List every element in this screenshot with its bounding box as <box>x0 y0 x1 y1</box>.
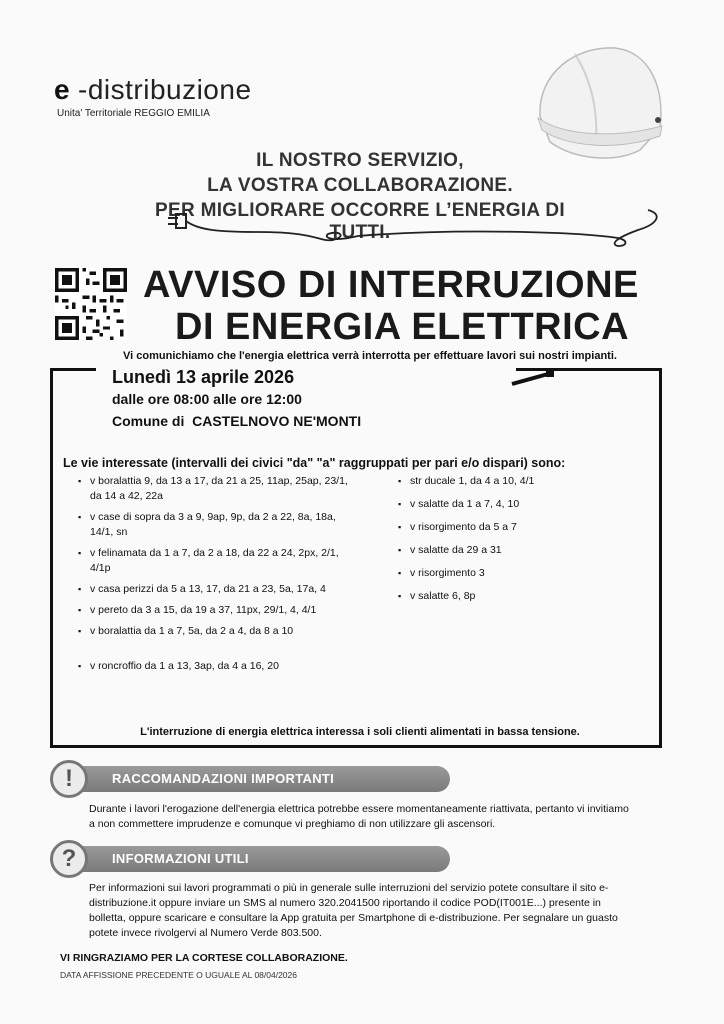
info-title: INFORMAZIONI UTILI <box>112 851 249 866</box>
list-item: ▪ v risorgimento 3 <box>398 566 648 581</box>
list-item: ▪ v salatte da 29 a 31 <box>398 543 648 558</box>
list-item: ▪ v salatte da 1 a 7, 4, 10 <box>398 497 648 512</box>
qr-code-icon <box>55 268 127 340</box>
slogan-line-1: IL NOSTRO SERVIZIO, <box>256 150 464 171</box>
recommendations-title: RACCOMANDAZIONI IMPORTANTI <box>112 771 335 786</box>
intro-text: Vi comunichiamo che l'energia elettrica verrà interrotta per effettuare lavori sui nostri impianti. <box>123 350 617 362</box>
interruption-date: Lunedì 13 aprile 2026 <box>112 367 295 387</box>
question-icon: ? <box>50 840 88 878</box>
list-item: ▪ v felinamata da 1 a 7, da 2 a 18, da 22 a 24, 2px, 2/1, 4/1p <box>78 546 348 576</box>
interruption-hours: dalle ore 08:00 alle ore 12:00 <box>112 391 302 407</box>
streets-list-left <box>78 474 348 674</box>
logo-wordmark: -distribuzione <box>78 74 252 105</box>
list-item: ▪ v casa perizzi da 5 a 13, 17, da 21 a 23, 5a, 17a, 4 <box>78 582 348 597</box>
exclamation-icon: ! <box>50 760 88 798</box>
list-item: ▪ v boralattia da 1 a 7, 5a, da 2 a 4, da 8 a 10 <box>78 624 348 639</box>
recommendations-text: Durante i lavori l'erogazione dell'energia elettrica potrebbe essere momentaneamente riattivata, pertanto vi invitiamo a non commettere imprudenze e comunque vi preghiamo di non utilizzare gli ascensori. <box>89 803 629 830</box>
list-item: ▪ v salatte 6, 8p <box>398 589 648 604</box>
page-title-line-2: DI ENERGIA ELETTRICA <box>175 306 630 348</box>
list-item: ▪ v pereto da 3 a 15, da 19 a 37, 11px, 29/1, 4, 4/1 <box>78 603 348 618</box>
streets-list-right <box>398 474 648 604</box>
municipality <box>112 413 361 429</box>
posting-date: DATA AFFISSIONE PRECEDENTE O UGUALE AL 08/04/2026 <box>60 970 297 980</box>
list-item: ▪ str ducale 1, da 4 a 10, 4/1 <box>398 474 648 489</box>
list-item: ▪ v risorgimento da 5 a 7 <box>398 520 648 535</box>
municipality-name: CASTELNOVO NE'MONTI <box>192 413 362 429</box>
slogan-line-2: LA VOSTRA COLLABORAZIONE. <box>207 175 513 196</box>
plug-icon <box>158 200 678 252</box>
low-voltage-note: L'interruzione di energia elettrica interessa i soli clienti alimentati in bassa tensione. <box>140 726 580 738</box>
list-item: ▪ v case di sopra da 3 a 9, 9ap, 9p, da 2 a 22, 8a, 18a, 14/1, sn <box>78 510 348 540</box>
info-text: Per informazioni sui lavori programmati o più in generale sulle interruzioni del servizio potete consultare il sito e-distribuzione.it oppure inviare un SMS al numero 320.2041500 riportando il codice POD(IT001E...) presente in bolletta, oppure scaricare e consultare la App gratuita per Smartphone di e-distribuzione. Per segnalare un guasto potete invece rivolgervi al Numero Verde 803.500. <box>89 882 618 939</box>
streets-heading: Le vie interessate (intervalli dei civici "da" "a" raggruppati per pari e/o dispari) sono: <box>63 456 566 470</box>
slogan-line-3: PER MIGLIORARE OCCORRE L’ENERGIA DI TUTTI. <box>155 200 565 243</box>
logo-mark: e <box>54 74 70 105</box>
thanks-text: VI RINGRAZIAMO PER LA CORTESE COLLABORAZIONE. <box>60 952 348 964</box>
cable-decoration-icon <box>508 368 568 388</box>
list-item: ▪ v boralattia 9, da 13 a 17, da 21 a 25, 11ap, 25ap, 23/1, da 14 a 42, 22a <box>78 474 348 504</box>
page-title-line-1: AVVISO DI INTERRUZIONE <box>143 264 639 306</box>
municipality-prefix: Comune di <box>112 413 185 429</box>
territorial-unit: Unita' Territoriale REGGIO EMILIA <box>57 108 210 119</box>
list-item: ▪ v roncroffio da 1 a 13, 3ap, da 4 a 16, 20 <box>78 659 348 674</box>
